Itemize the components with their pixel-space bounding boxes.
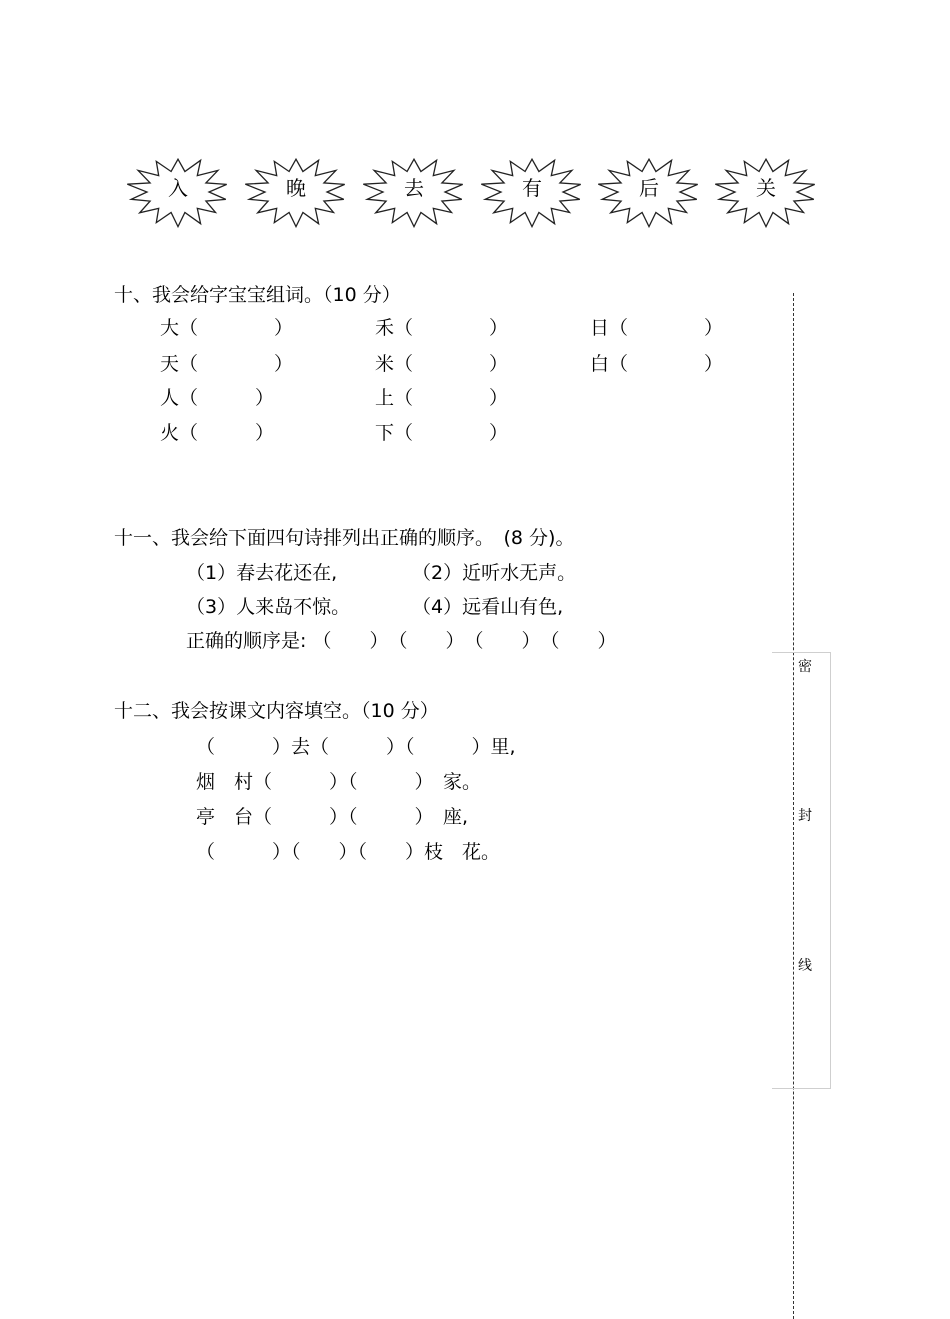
q10-item: 禾（ ） (375, 317, 509, 339)
burst-char-box (714, 156, 818, 228)
q12-line: 亭 台（ ）（ ） 座, (196, 806, 469, 828)
seal-char: 线 (798, 958, 812, 974)
burst-char: 有 (522, 176, 542, 200)
q10-item: 日（ ） (590, 317, 724, 339)
q10-item: 下（ ） (375, 422, 509, 444)
burst-char: 入 (168, 176, 188, 200)
q10-item: 火（ ） (160, 422, 275, 444)
q12-line: （ ）去（ ）（ ）里, (196, 736, 516, 758)
q11-heading: 十一、我会给下面四句诗排列出正确的顺序。 (8 分)。 (114, 527, 575, 549)
burst-char-box (362, 156, 466, 228)
q10-item: 天（ ） (160, 353, 294, 375)
q10-item: 人（ ） (160, 387, 275, 409)
q10-item: 白（ ） (590, 353, 724, 375)
q11-line: （4）远看山有色, (412, 596, 564, 618)
q12-line: 烟 村（ ）（ ） 家。 (196, 771, 482, 793)
q11-line: （1）春去花还在, (186, 562, 338, 584)
burst-char-box (480, 156, 584, 228)
burst-char: 后 (639, 176, 659, 200)
burst-char: 晚 (286, 176, 306, 200)
q11-line: （3）人来岛不惊。 (186, 596, 351, 618)
q12-heading: 十二、我会按课文内容填空。（10 分） (114, 700, 439, 722)
q12-line: （ ）（ ）（ ）枝 花。 (196, 841, 501, 863)
q11-line: （2）近听水无声。 (412, 562, 577, 584)
q10-item: 上（ ） (375, 387, 509, 409)
burst-char-box (597, 156, 701, 228)
burst-char-box (244, 156, 348, 228)
q10-heading: 十、我会给字宝宝组词。（10 分） (114, 284, 401, 306)
q10-item: 米（ ） (375, 353, 509, 375)
burst-char: 关 (756, 176, 776, 200)
seal-char: 封 (798, 808, 812, 824)
burst-char: 去 (404, 176, 424, 200)
seal-box (772, 652, 831, 1089)
q10-item: 大（ ） (160, 317, 294, 339)
seal-char: 密 (798, 659, 812, 675)
q11-answer: 正确的顺序是: （ ） （ ） （ ） （ ） (186, 630, 617, 652)
burst-char-box (126, 156, 230, 228)
